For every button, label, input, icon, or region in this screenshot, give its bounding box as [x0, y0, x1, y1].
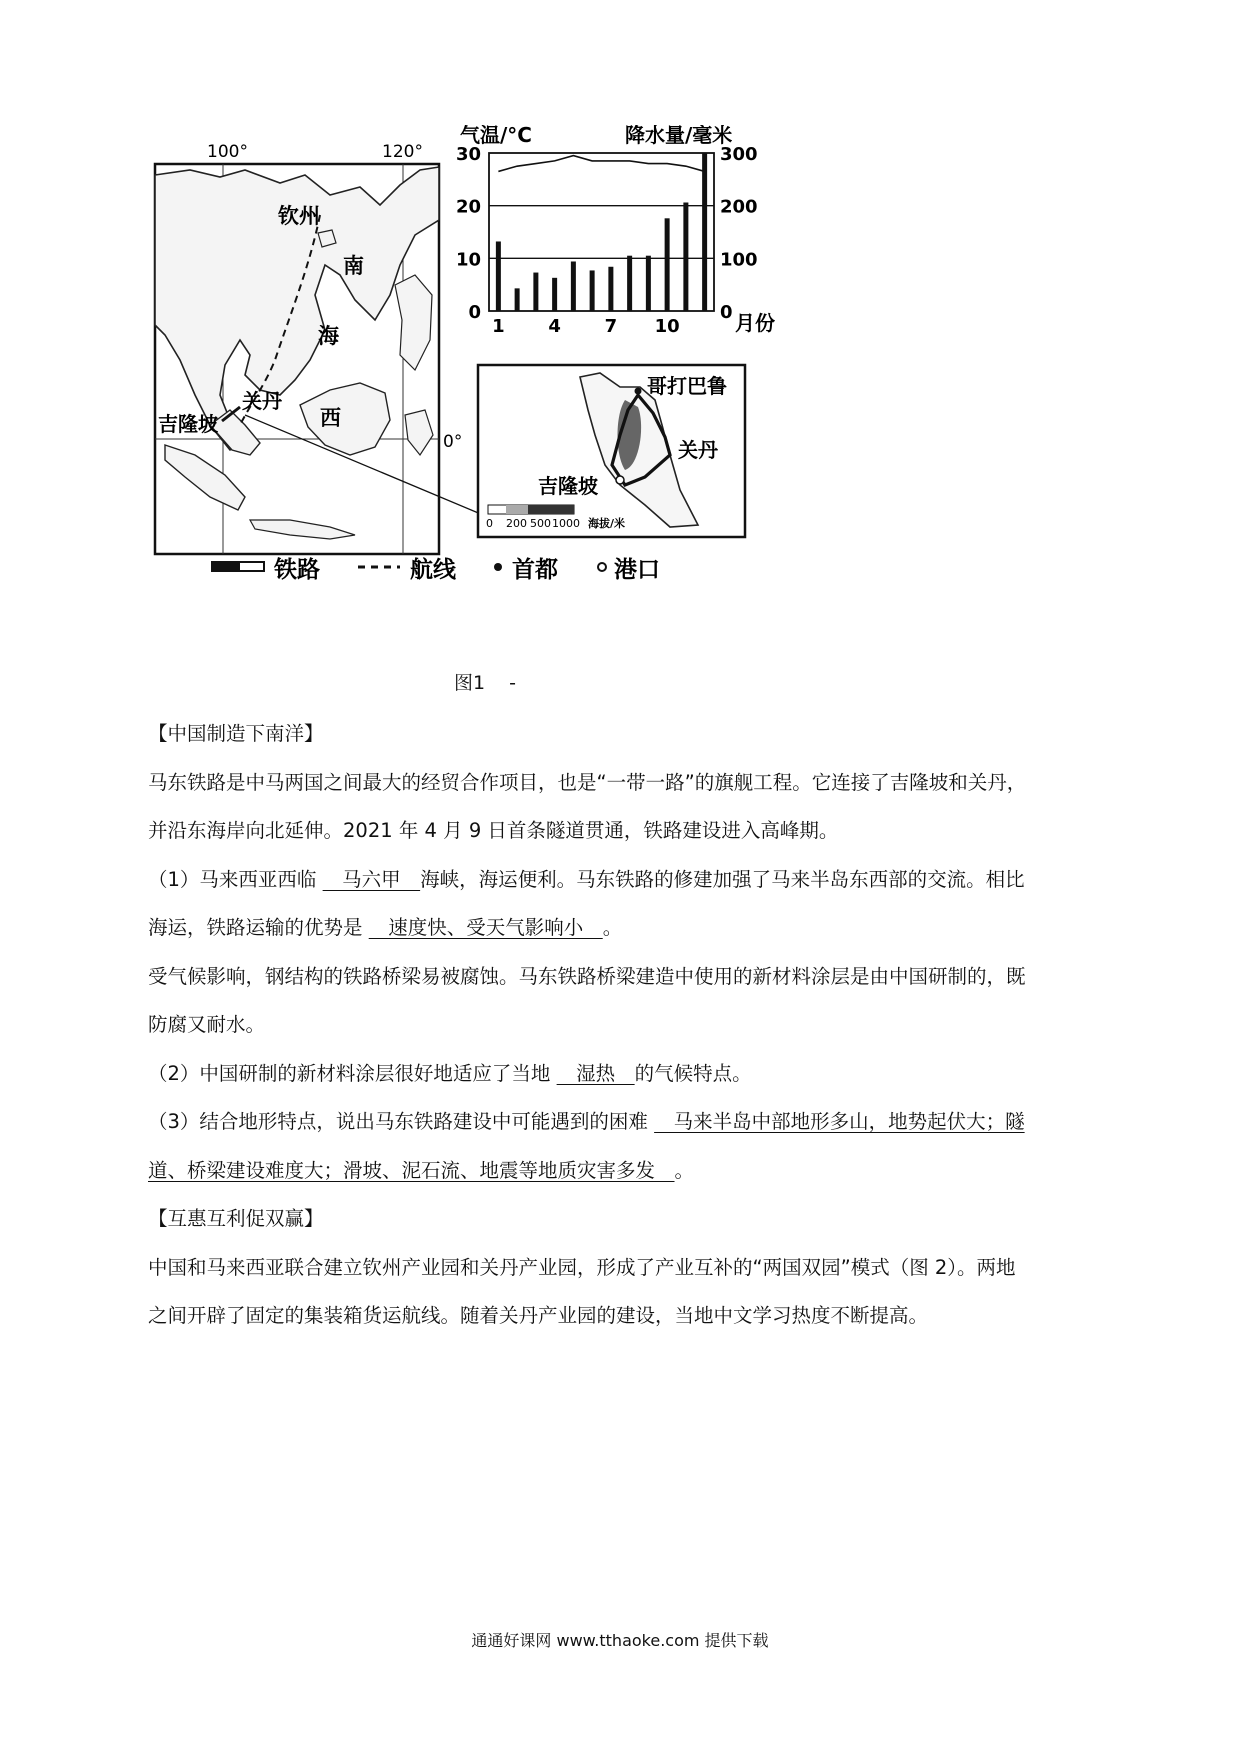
- precip-axis-title: 降水量/毫米: [625, 125, 733, 147]
- precipitation-bars: [496, 153, 707, 311]
- answer-difficulty-part2: 道、桥梁建设难度大；滑坡、泥石流、地震等地质灾害多发: [148, 1158, 675, 1182]
- question-3-line2: 道、桥梁建设难度大；滑坡、泥石流、地震等地质灾害多发 。: [148, 1158, 695, 1182]
- month-tick-1: 1: [492, 316, 505, 337]
- kuala-lumpur-inset-label: 吉隆坡: [538, 474, 598, 498]
- figure-caption-mark: -: [509, 672, 516, 694]
- scale-unit: 海拔/米: [588, 517, 626, 530]
- lat-label-0: 0°: [443, 432, 463, 452]
- question-3-line1: （3）结合地形特点，说出马东铁路建设中可能遇到的困难 马来半岛中部地形多山，地势起伏大；隧: [148, 1110, 1025, 1133]
- question-1-line1: （1）马来西亚西临 马六甲 海峡，海运便利。马东铁路的修建加强了马来半岛东西部的交流。相比: [148, 867, 1025, 891]
- legend-capital-symbol: [494, 563, 502, 571]
- answer-strait: 马六甲: [322, 867, 421, 891]
- para1-line1: 马东铁路是中马两国之间最大的经贸合作项目，也是“一带一路”的旗舰工程。它连接了吉隆坡和关丹，: [148, 770, 1027, 794]
- precip-bar-month-1: [496, 241, 501, 311]
- question-2: （2）中国研制的新材料涂层很好地适应了当地 湿热 的气候特点。: [148, 1061, 752, 1085]
- month-tick-7: 7: [604, 316, 618, 337]
- chart-axis-labels: [456, 144, 758, 337]
- legend-shipping-label: 航线: [410, 557, 456, 583]
- precip-tick-300: 300: [720, 144, 758, 165]
- sea-label-xi: 西: [320, 406, 341, 430]
- para3-line2: 之间开辟了固定的集装箱货运航线。随着关丹产业园的建设，当地中文学习热度不断提高。: [148, 1304, 929, 1327]
- section-heading-1: 【中国制造下南洋】: [148, 722, 324, 745]
- temp-tick-30: 30: [455, 144, 481, 165]
- precip-tick-0: 0: [720, 302, 733, 323]
- chart-gridlines: [489, 206, 714, 259]
- precip-bar-month-10: [665, 218, 670, 311]
- legend-port-symbol: [598, 563, 606, 571]
- month-tick-10: 10: [654, 316, 680, 337]
- map-legend: [212, 556, 660, 583]
- figure-caption: [454, 668, 516, 695]
- kota-bharu-label: 哥打巴鲁: [647, 374, 727, 398]
- precip-bar-month-8: [627, 256, 632, 311]
- month-axis-label: 月份: [735, 311, 775, 335]
- kuala-lumpur-map-label: 吉隆坡: [158, 412, 218, 436]
- temp-tick-10: 10: [455, 249, 481, 271]
- para1-line2: 并沿东海岸向北延伸。2021 年 4 月 9 日首条隧道贯通，铁路建设进入高峰期。: [148, 819, 839, 842]
- lon-label-120: 120°: [382, 142, 423, 162]
- precip-bar-month-6: [590, 270, 595, 311]
- malaysia-inset-map: [478, 365, 745, 537]
- temp-tick-0: 0: [468, 302, 481, 323]
- para2-line2: 防腐又耐水。: [148, 1013, 266, 1036]
- southeast-asia-map: [155, 142, 495, 554]
- scale-tick-1000: 1000: [552, 517, 580, 530]
- figure-1: [150, 125, 900, 685]
- precip-tick-100: 100: [720, 249, 758, 271]
- kuantan-inset-label: 关丹: [678, 438, 718, 462]
- temperature-line: [498, 156, 704, 172]
- precip-bar-month-4: [552, 278, 557, 311]
- para2-line1: 受气候影响，钢结构的铁路桥梁易被腐蚀。马东铁路桥梁建造中使用的新材料涂层是由中国研制的，既: [148, 964, 1026, 988]
- elevation-scale-mid: [506, 505, 528, 514]
- precip-bar-month-11: [683, 203, 688, 311]
- lon-label-100: 100°: [207, 142, 248, 162]
- legend-port-label: 港口: [614, 557, 660, 583]
- answer-rail-advantage: 速度快、受天气影响小: [368, 916, 603, 939]
- legend-capital-label: 首都: [512, 557, 558, 583]
- para3-line1: 中国和马来西亚联合建立钦州产业园和关丹产业园，形成了产业互补的“两国双园”模式（图 2）。两地: [148, 1255, 1016, 1279]
- figure-svg: [150, 125, 900, 685]
- scale-tick-500: 500: [530, 517, 551, 530]
- legend-railway-label: 铁路: [274, 557, 320, 583]
- elevation-scale-high: [528, 505, 574, 514]
- answer-climate: 湿热: [556, 1061, 635, 1085]
- precip-bar-month-12: [702, 153, 707, 311]
- kuala-lumpur-port-dot: [616, 476, 624, 484]
- page-footer: 通通好课网 www.tthaoke.com 提供下载: [471, 1631, 769, 1650]
- sea-label-hai: 海: [318, 324, 339, 348]
- scale-tick-200: 200: [506, 517, 527, 530]
- month-tick-4: 4: [548, 316, 561, 337]
- sea-label-nan: 南: [343, 254, 364, 278]
- scale-tick-0: 0: [486, 517, 493, 530]
- temp-tick-20: 20: [455, 196, 481, 218]
- precip-bar-month-7: [608, 267, 613, 311]
- kota-bharu-dot: [635, 388, 642, 395]
- precip-bar-month-5: [571, 261, 576, 311]
- question-1-line2: 海运，铁路运输的优势是 速度快、受天气影响小 。: [148, 916, 623, 939]
- precip-tick-200: 200: [720, 196, 758, 218]
- precip-bar-month-2: [515, 288, 520, 311]
- question-body: [148, 710, 1138, 1341]
- climate-chart: [456, 125, 775, 337]
- temp-axis-title: 气温/°C: [460, 125, 532, 147]
- qinzhou-label: 钦州: [278, 204, 320, 228]
- precip-bar-month-3: [533, 273, 538, 311]
- precip-bar-month-9: [646, 256, 651, 311]
- figure-caption-text: 图1: [454, 672, 486, 694]
- section-heading-2: 【互惠互利促双赢】: [148, 1207, 324, 1230]
- chart-frame: [489, 153, 714, 311]
- answer-difficulty-part1: 马来半岛中部地形多山，地势起伏大；隧: [654, 1110, 1025, 1133]
- kuantan-map-label: 关丹: [242, 389, 282, 413]
